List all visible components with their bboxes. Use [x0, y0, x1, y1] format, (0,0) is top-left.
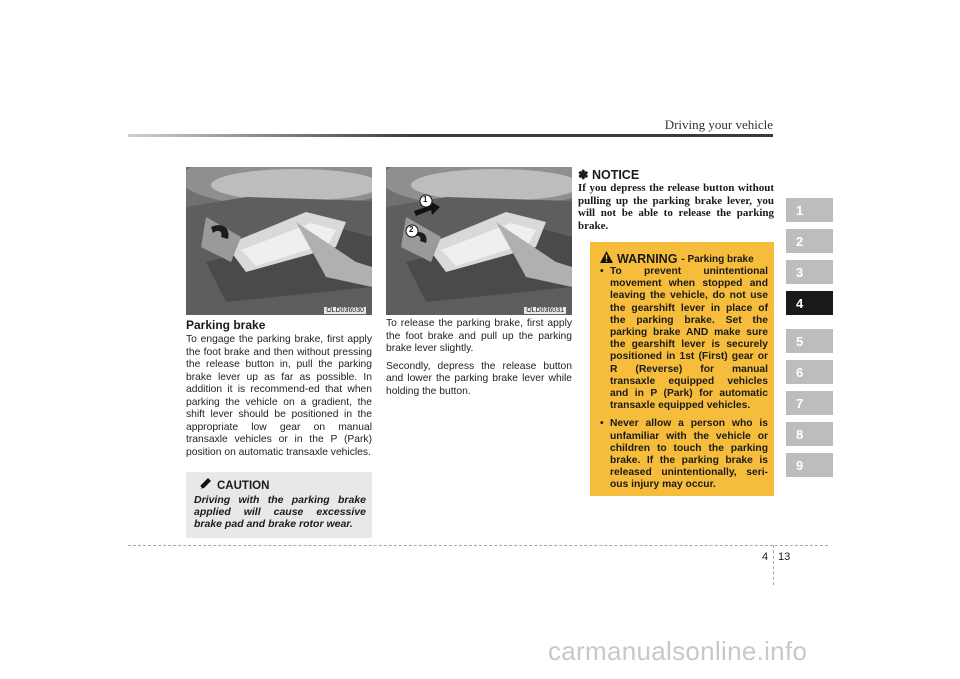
chapter-tab-8[interactable]: 8 — [786, 422, 833, 446]
footer-vertical-divider — [773, 545, 774, 585]
engage-paragraph: To engage the parking brake, first apply the foot brake and then without pressing the release button in, pull the parking brake lever up as far as possible. In addition it is recommend-ed that when parking the vehicle on a gradient, the shift lever should be positioned in the appropriate low gear on manual transaxle vehicles or in the P (Park) position on automatic transaxle vehicles. — [186, 334, 372, 458]
release-paragraph-1: To release the parking brake, first apply the foot brake and pull up the parking brake lever slightly. — [386, 318, 572, 354]
caution-label: CAUTION — [217, 479, 270, 492]
section-heading: Parking brake — [186, 318, 266, 332]
callout-2: 2 — [409, 225, 414, 234]
notice-title: ✽ NOTICE — [578, 168, 640, 182]
release-paragraph-2: Secondly, depress the release button and lower the parking brake lever while holding the button. — [386, 360, 572, 397]
page-header-title: Driving your vehicle — [664, 117, 773, 132]
footer-chapter-number: 4 — [762, 551, 769, 563]
header-divider — [128, 134, 773, 137]
chapter-tab-7[interactable]: 7 — [786, 391, 833, 415]
chapter-tab-1[interactable]: 1 — [786, 198, 833, 222]
chapter-tab-9[interactable]: 9 — [786, 453, 833, 477]
pencil-icon — [198, 478, 212, 493]
chapter-tab-4[interactable]: 4 — [786, 291, 833, 315]
footer-divider — [128, 545, 828, 546]
release-brake-photo — [386, 167, 572, 315]
photo-caption: OLD036031 — [526, 307, 564, 314]
notice-text: If you depress the release button without pulling up the parking brake lever, you will not be able to release the parking brake. — [578, 182, 774, 232]
warning-item: • To prevent unintentional movement when stopped and leaving the vehicle, do not use the gearshift lever in place of the parking brake. Set the parking brake AND make sure the gearshift lever is securely positioned in 1st (First) gear or R (Reverse) for manual transaxle equipped vehicles and in P (Park) for automatic transaxle equipped vehicles. — [598, 266, 768, 412]
chapter-tab-5[interactable]: 5 — [786, 329, 833, 353]
watermark: carmanualsonline.info — [548, 636, 808, 666]
caution-title — [198, 478, 269, 493]
chapter-tab-3[interactable]: 3 — [786, 260, 833, 284]
warning-subtitle: - Parking brake — [681, 253, 754, 265]
caution-box — [186, 472, 372, 538]
release-instructions — [386, 318, 572, 403]
caution-text: Driving with the parking brake applied will cause excessive brake pad and brake rotor wear. — [194, 494, 366, 530]
warning-item: • Never allow a person who is unfamiliar with the vehicle or children to touch the parking brake. If the parking brake is released unintentionally, seri-ous injury may occur. — [598, 418, 768, 491]
photo-caption: OLD036030 — [326, 307, 364, 314]
callout-1: 1 — [423, 195, 428, 204]
chapter-tab-2[interactable]: 2 — [786, 229, 833, 253]
engage-instructions — [186, 334, 372, 464]
warning-box — [590, 242, 774, 496]
warning-label: WARNING — [617, 252, 678, 266]
footer-page-number: 13 — [778, 551, 791, 563]
chapter-tab-6[interactable]: 6 — [786, 360, 833, 384]
warning-list — [598, 266, 768, 498]
parking-brake-photo — [186, 167, 372, 315]
